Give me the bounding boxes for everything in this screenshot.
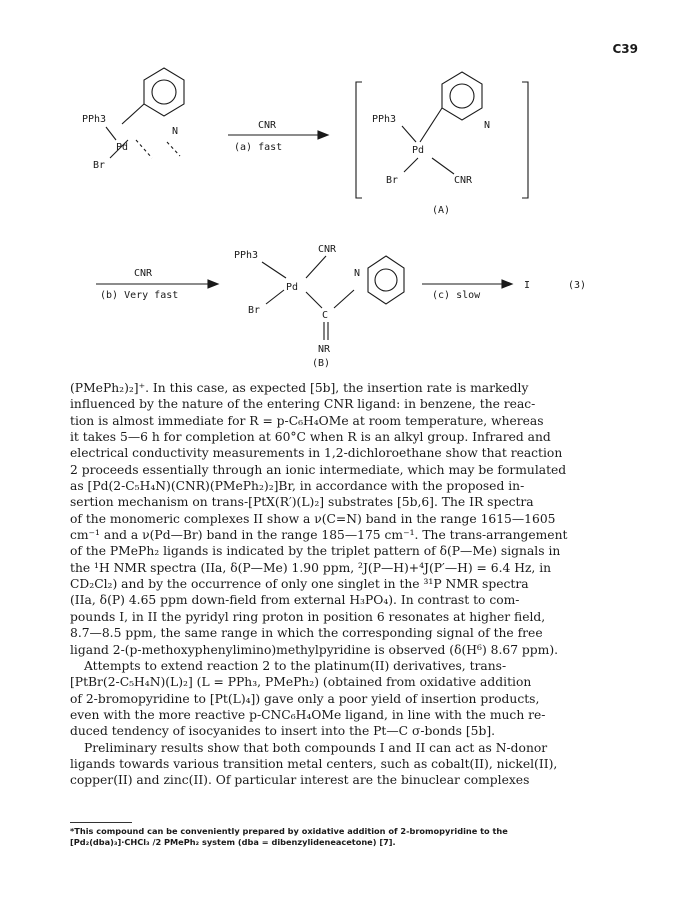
b-pd-label: Pd [286,282,299,293]
reaction-scheme [0,0,680,372]
b-cnr-label: CNR [318,244,337,255]
body-line: as [Pd(2-C₅H₄N)(CNR)(PMePh₂)₂]Br, in accordance with the proposed in- [70,479,525,494]
brace-left [356,82,362,198]
pyridine-ring-mid [442,72,482,120]
body-line: 2 proceeds essentially through an ionic intermediate, which may be formulated [70,462,567,477]
body-line: influenced by the nature of the entering CNR ligand: in benzene, the reac- [70,397,536,412]
body-line: pounds I, in II the pyridyl ring proton in position 6 resonates at higher field, [70,609,546,624]
mid-pph3-label: PPh3 [372,114,397,125]
b-br-label: Br [248,305,261,316]
pd-c-bond-left [122,104,144,124]
body-text [70,380,636,789]
arrow-a-bottom-label: (a) fast [234,142,283,153]
mid-cnr-label: CNR [454,175,473,186]
b-n-label: N [354,268,361,279]
pd-cnr-bond-mid [432,158,454,174]
pd-br-bond-mid [404,158,418,172]
body-line: (PMePh₂)₂]⁺. In this case, as expected [5b], the insertion rate is markedly [70,381,529,395]
left-pd-label: Pd [116,142,129,153]
pyridine-ring-left [144,68,184,116]
body-line: even with the more reactive p-CNC₆H₄OMe ligand, in line with the much re- [70,707,546,722]
label-a: (A) [432,205,451,216]
mid-pd-label: Pd [412,145,425,156]
mid-br-label: Br [386,175,399,186]
footnote-line: *This compound can be conveniently prepared by oxidative addition of 2-bromopyridine to the [70,826,508,836]
arrow-a-top-label: CNR [258,120,277,131]
body-line: of the PMePh₂ ligands is indicated by the triplet pattern of δ(P—Me) signals in [70,544,561,559]
body-line: CD₂Cl₂) and by the occurrence of only one singlet in the ³¹P NMR spectra [70,577,529,592]
body-line: copper(II) and zinc(II). Of particular interest are the binuclear complexes [70,773,530,788]
body-line: cm⁻¹ and a ν(Pd—Br) band in the range 185—175 cm⁻¹. The trans-arrangement [70,528,568,543]
body-line: Attempts to extend reaction 2 to the platinum(II) derivatives, trans- [84,658,507,673]
body-line: tion is almost immediate for R = p-C₆H₄OMe at room temperature, whereas [70,413,544,428]
pd-c-bond-mid [420,108,442,142]
body-line: Preliminary results show that both compounds I and II can act as N-donor [84,740,548,755]
body-line: (IIa, δ(P) 4.65 ppm down-field from external H₃PO₄). In contrast to com- [70,593,520,608]
pd-c-bond-b [306,292,322,308]
body-line: the ¹H NMR spectra (IIa, δ(P—Me) 1.90 ppm, ²J(P—H)+⁴J(P′—H) = 6.4 Hz, in [70,560,552,575]
body-line: ligands towards various transition metal centers, such as cobalt(II), nickel(II), [70,756,558,771]
left-br-label: Br [93,160,106,171]
label-b: (B) [312,358,331,369]
arrow-c-bottom-label: (c) slow [432,290,481,301]
arrow-a-head [318,131,328,139]
footnote [70,826,636,848]
body-line: of 2-bromopyridine to [Pt(L)₄]) gave only a poor yield of insertion products, [70,691,540,706]
product-label: I [524,280,531,291]
body-line: it takes 5—6 h for completion at 60°C when R is an alkyl group. Infrared and [70,430,551,445]
arrow-b-top-label: CNR [134,268,153,279]
pd-br-bond-b [266,290,284,304]
pd-pph3-bond-left [106,127,116,140]
arrow-c-head [502,280,512,288]
b-pph3-label: PPh3 [234,250,259,261]
footnote-line: [Pd₂(dba)₃]·CHCl₃ /2 PMePh₂ system (dba = dibenzylideneacetone) [7]. [70,837,396,847]
pd-pph3-bond-mid [402,126,416,142]
footnote-divider [70,822,132,823]
pd-cnr-bond-b [306,256,326,278]
arrow-b-head [208,280,218,288]
left-pph3-label: PPh3 [82,114,107,125]
body-line: electrical conductivity measurements in 1,2-dichloroethane show that reaction [70,446,563,461]
mid-n-label: N [484,120,491,131]
body-line: 8.7—8.5 ppm, the same range in which the corresponding signal of the free [70,626,543,641]
equation-number: (3) [568,280,587,291]
b-c-label: C [322,310,329,321]
left-n-label: N [172,126,179,137]
page-number: C39 [612,42,638,56]
body-line: duced tendency of isocyanides to insert into the Pt—C σ-bonds [5b]. [70,724,496,739]
c-ring-bond-b [334,290,354,308]
body-line: [PtBr(2-C₅H₄N)(L)₂] (L = PPh₃, PMePh₂) (obtained from oxidative addition [70,675,532,690]
body-line: ligand 2-(p-methoxyphenylimino)methylpyridine is observed (δ(H⁶) 8.67 ppm). [70,642,559,657]
body-line: of the monomeric complexes II show a ν(C=N) band in the range 1615—1605 [70,511,556,526]
brace-right [522,82,528,198]
body-line: sertion mechanism on trans-[PtX(R′)(L)₂] substrates [5b,6]. The IR spectra [70,495,534,510]
pd-n-dashed-left [136,140,152,158]
arrow-b-bottom-label: (b) Very fast [100,290,179,301]
b-nr-label: NR [318,344,331,355]
n-dashed-left [167,142,180,156]
pyridine-ring-b [368,256,404,304]
pd-pph3-bond-b [262,262,286,278]
